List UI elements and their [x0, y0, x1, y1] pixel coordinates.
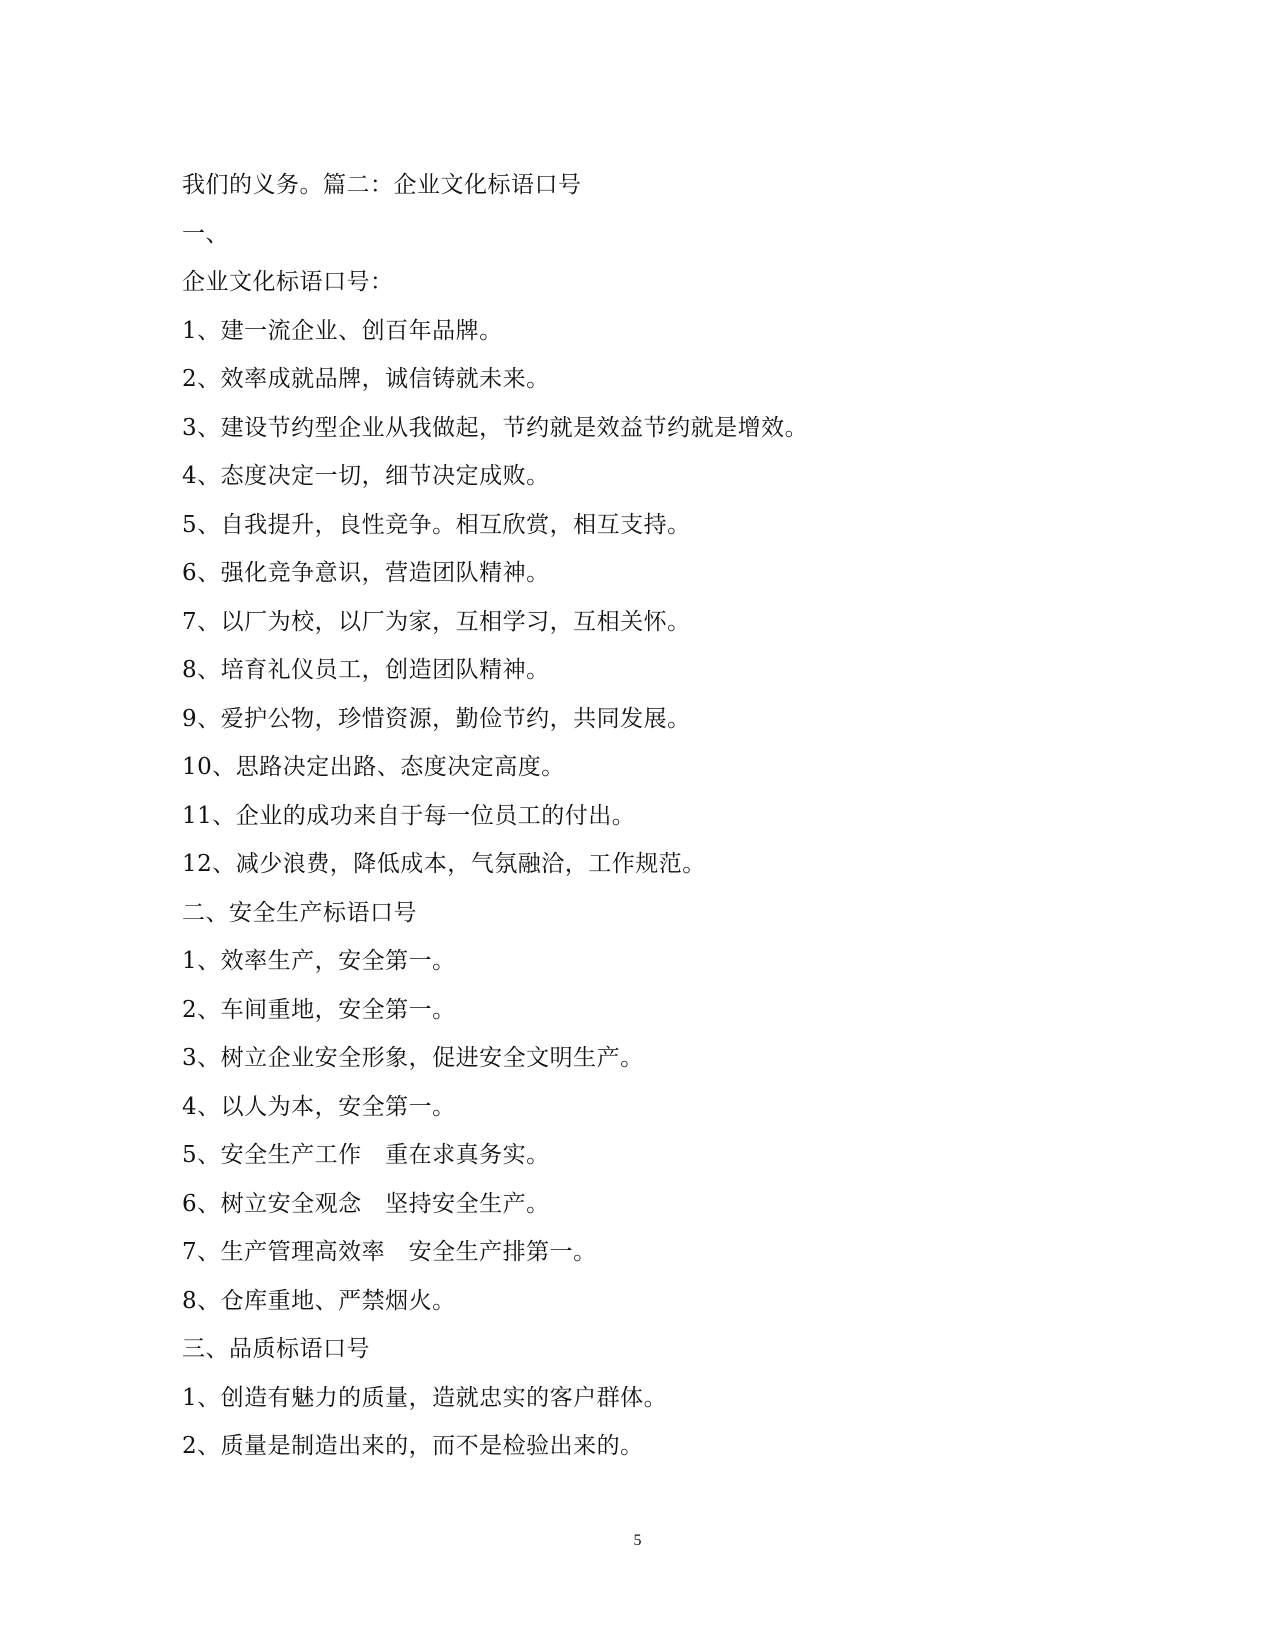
list-item: 12、减少浪费，降低成本，气氛融洽，工作规范。 [182, 851, 706, 877]
list-item: 7、以厂为校，以厂为家，互相学习，互相关怀。 [182, 608, 691, 635]
list-item: 6、强化竞争意识，营造团队精神。 [182, 560, 550, 586]
document-body [182, 161, 1142, 1471]
list-item: 7、生产管理高效率 安全生产排第一。 [182, 1239, 597, 1265]
section-heading: 二、安全生产标语口号 [182, 899, 417, 926]
list-item: 1、建一流企业、创百年品牌。 [182, 317, 503, 344]
text-line: 我们的义务。篇二：企业文化标语口号 [182, 172, 582, 198]
list-item: 10、思路决定出路、态度决定高度。 [182, 754, 565, 780]
list-item: 9、爱护公物，珍惜资源，勤俭节约，共同发展。 [182, 705, 691, 732]
list-item: 6、树立安全观念 坚持安全生产。 [182, 1190, 550, 1217]
section-heading: 企业文化标语口号： [182, 269, 394, 295]
list-item: 8、培育礼仪员工，创造团队精神。 [182, 657, 550, 683]
list-item: 2、效率成就品牌，诚信铸就未来。 [182, 366, 550, 392]
list-item: 2、车间重地，安全第一。 [182, 996, 456, 1023]
list-item: 5、安全生产工作 重在求真务实。 [182, 1142, 550, 1168]
list-item: 5、自我提升，良性竞争。相互欣赏，相互支持。 [182, 511, 691, 538]
list-item: 1、创造有魅力的质量，造就忠实的客户群体。 [182, 1384, 668, 1411]
list-item: 4、以人为本，安全第一。 [182, 1093, 456, 1120]
section-heading: 三、品质标语口号 [182, 1336, 370, 1362]
list-item: 3、树立企业安全形象，促进安全文明生产。 [182, 1045, 644, 1071]
list-item: 8、仓库重地、严禁烟火。 [182, 1287, 456, 1314]
list-item: 1、效率生产，安全第一。 [182, 948, 456, 974]
list-item: 3、建设节约型企业从我做起，节约就是效益节约就是增效。 [182, 414, 809, 441]
list-item: 4、态度决定一切，细节决定成败。 [182, 463, 550, 489]
list-item: 11、企业的成功来自于每一位员工的付出。 [182, 802, 636, 829]
page-number: 5 [633, 1532, 642, 1549]
list-item: 2、质量是制造出来的，而不是检验出来的。 [182, 1433, 644, 1459]
text-line: 一、 [182, 220, 229, 247]
